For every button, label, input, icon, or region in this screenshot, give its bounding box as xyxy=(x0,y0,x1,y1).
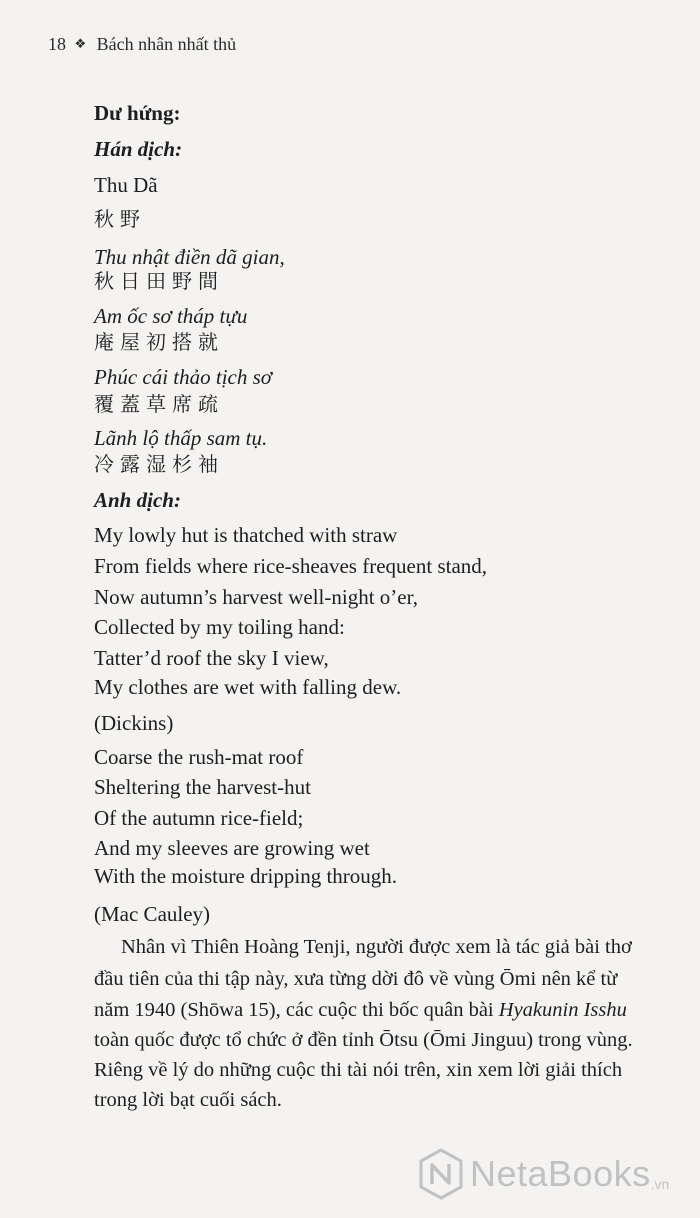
paragraph-line-3 xyxy=(94,1000,627,1021)
poem-title-viet: Thu Dã xyxy=(94,173,158,197)
diamond-separator-icon: ❖ xyxy=(74,36,87,51)
han-line-viet-2: Am ốc sơ tháp tựu xyxy=(94,304,248,328)
dickins-line-5: Tatter’d roof the sky I view, xyxy=(94,646,329,670)
han-line-viet-1: Thu nhật điền dã gian, xyxy=(94,245,285,269)
han-line-han-3: 覆蓋草席疏 xyxy=(94,392,224,416)
paragraph-line-5: Riêng về lý do những cuộc thi tài nói trên, xin xem lời giải thích xyxy=(94,1059,623,1081)
han-line-han-2: 庵屋初搭就 xyxy=(94,330,224,354)
maccauley-line-4: And my sleeves are growing wet xyxy=(94,836,370,860)
paragraph-line-3-text: năm 1940 (Shōwa 15), các cuộc thi bốc quân bài xyxy=(94,999,499,1021)
page-header xyxy=(48,34,236,55)
han-line-viet-4: Lãnh lộ thấp sam tụ. xyxy=(94,426,268,450)
dickins-line-2: From fields where rice-sheaves frequent stand, xyxy=(94,554,488,578)
dickins-line-4: Collected by my toiling hand: xyxy=(94,615,345,639)
maccauley-line-3: Of the autumn rice-field; xyxy=(94,806,304,830)
paragraph-line-1: Nhân vì Thiên Hoàng Tenji, người được xem là tác giả bài thơ xyxy=(121,936,632,958)
maccauley-line-2: Sheltering the harvest-hut xyxy=(94,775,311,799)
dickins-line-3: Now autumn’s harvest well-night o’er, xyxy=(94,585,419,609)
heading-han-dich: Hán dịch: xyxy=(94,137,183,161)
netabooks-logo-icon xyxy=(418,1148,464,1200)
watermark-brand: NetaBooks xyxy=(470,1153,651,1194)
page-number: 18 xyxy=(48,34,66,54)
paragraph-italic-title: Hyakunin Isshu xyxy=(498,999,627,1021)
han-line-han-4: 冷露湿杉袖 xyxy=(94,452,224,476)
han-line-han-1: 秋日田野間 xyxy=(94,269,224,293)
paragraph-line-2: đầu tiên của thi tập này, xưa từng dời đô về vùng Ōmi nên kể từ xyxy=(94,968,618,990)
maccauley-attribution: (Mac Cauley) xyxy=(94,902,211,926)
paragraph-line-4: toàn quốc được tổ chức ở đền tỉnh Ōtsu (Ōmi Jinguu) trong vùng. xyxy=(94,1029,633,1051)
paragraph-line-6: trong lời bạt cuối sách. xyxy=(94,1089,282,1111)
heading-anh-dich: Anh dịch: xyxy=(94,488,181,512)
heading-du-hung: Dư hứng: xyxy=(94,101,181,125)
han-line-viet-3: Phúc cái thảo tịch sơ xyxy=(94,365,273,389)
watermark-suffix: .vn xyxy=(650,1176,670,1192)
watermark xyxy=(418,1146,669,1202)
dickins-line-1: My lowly hut is thatched with straw xyxy=(94,523,398,547)
dickins-attribution: (Dickins) xyxy=(94,711,174,735)
book-title: Bách nhân nhất thủ xyxy=(96,34,237,54)
maccauley-line-5: With the moisture dripping through. xyxy=(94,864,398,888)
maccauley-line-1: Coarse the rush-mat roof xyxy=(94,745,304,769)
dickins-line-6: My clothes are wet with falling dew. xyxy=(94,675,402,699)
poem-title-han: 秋野 xyxy=(94,207,146,231)
